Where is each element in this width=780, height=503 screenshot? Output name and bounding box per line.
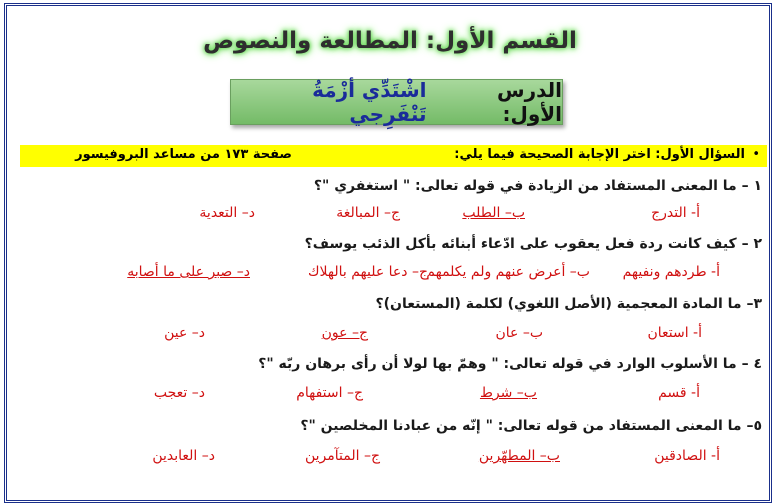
q1-option-b: ب– الطلب bbox=[462, 205, 525, 221]
q4-option-b: ب– شرط bbox=[479, 385, 537, 401]
question-4: ٤ – ما الأسلوب الوارد في قوله تعالى: " وهمّ بها لولا أن رأى برهان ربّه "؟ bbox=[258, 356, 762, 372]
q5-option-c: ج– المتآمرين bbox=[304, 448, 380, 464]
q3-option-b: ب– عان bbox=[495, 325, 543, 341]
lesson-name: اشْتَدِّي أزْمَةُ تَنْفَرِجي bbox=[312, 78, 427, 126]
instruction-text: السؤال الأول: اختر الإجابة الصحيحة فيما يلي: bbox=[454, 147, 745, 162]
question-5: ٥– ما المعنى المستفاد من قوله تعالى: " إنّه من عبادنا المخلصين "؟ bbox=[300, 418, 762, 434]
q4-option-c: ج– استفهام bbox=[296, 385, 363, 401]
lesson-banner bbox=[230, 79, 563, 125]
q2-option-b: ب– أعرض عنهم ولم يكلمهم bbox=[426, 264, 590, 280]
q5-option-d: د– العابدين bbox=[152, 448, 215, 464]
q2-option-d: د– صبر على ما أصابه bbox=[127, 264, 250, 280]
q3-option-a: أ- استعان bbox=[647, 325, 702, 341]
q4-option-d: د– تعجب bbox=[153, 385, 205, 401]
section-title: القسم الأول: المطالعة والنصوص bbox=[203, 28, 577, 54]
lesson-label: الدرس الأول: bbox=[496, 78, 562, 126]
question-3: ٣– ما المادة المعجمية (الأصل اللغوي) لكلمة (المستعان)؟ bbox=[375, 296, 762, 312]
page-reference: صفحة ١٧٣ من مساعد البروفيسور bbox=[75, 147, 292, 162]
q1-option-c: ج– المبالغة bbox=[336, 205, 400, 221]
q2-option-a: أ- طردهم ونفيهم bbox=[622, 264, 720, 280]
instruction-bar bbox=[20, 145, 767, 167]
question-2: ٢ – كيف كانت ردة فعل يعقوب على ادّعاء أبنائه بأكل الذئب يوسف؟ bbox=[304, 236, 762, 252]
q2-option-c: ج– دعا عليهم بالهلاك bbox=[308, 264, 428, 280]
bullet-icon: • bbox=[752, 147, 760, 162]
q1-option-a: أ- التدرج bbox=[651, 205, 700, 221]
question-1: ١ – ما المعنى المستفاد من الزيادة في قوله تعالى: " استغفري "؟ bbox=[313, 178, 762, 194]
q3-option-c: ج– عون bbox=[321, 325, 368, 341]
q4-option-a: أ- قسم bbox=[658, 385, 700, 401]
q5-option-b: ب– المطهّرين bbox=[478, 448, 560, 464]
q3-option-d: د– عين bbox=[164, 325, 205, 341]
q5-option-a: أ- الصادقين bbox=[654, 448, 720, 464]
q1-option-d: د– التعدية bbox=[199, 205, 255, 221]
